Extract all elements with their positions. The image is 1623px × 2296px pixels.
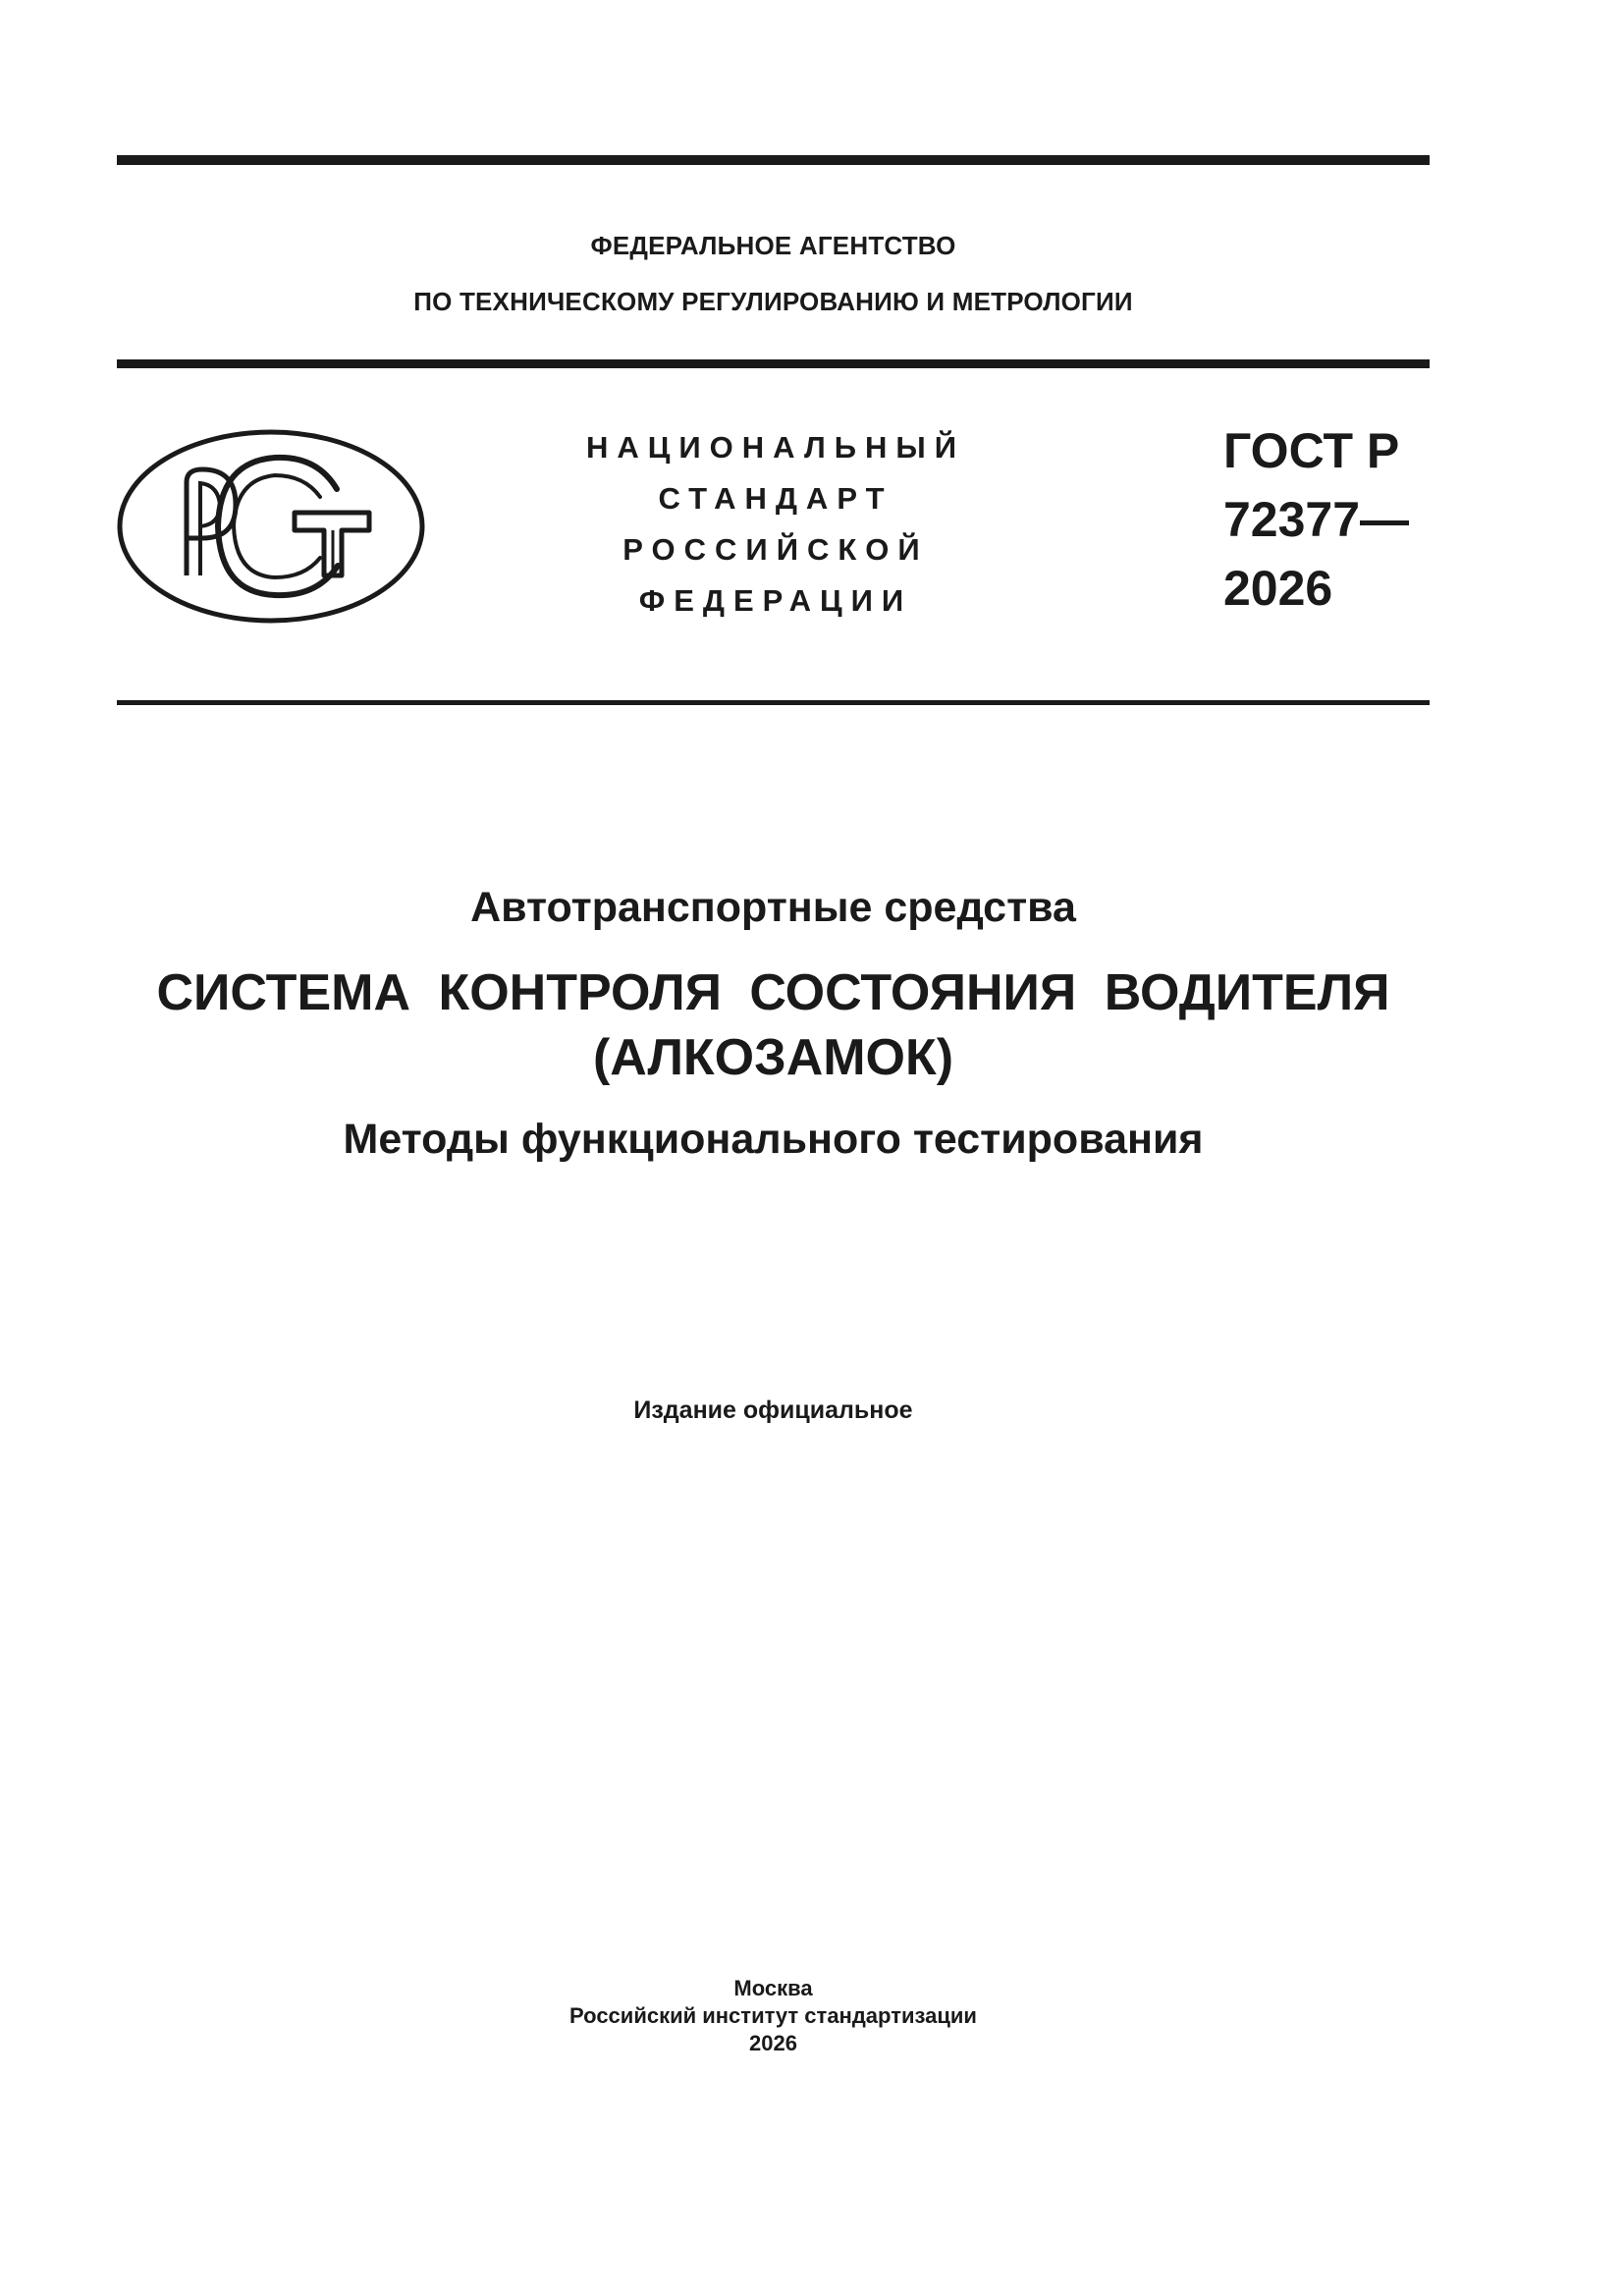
standard-designation [1223,416,1409,623]
standard-type-line-3: РОССИЙСКОЙ [622,532,929,567]
document-title-line-2: (АЛКОЗАМОК) [592,1029,954,1086]
designation-line-1: ГОСТ Р [1223,423,1400,478]
standard-type-line-2: СТАНДАРТ [658,481,893,516]
imprint-city: Москва [733,1976,813,2000]
edition-label: Издание официальное [633,1396,913,1424]
imprint-year: 2026 [749,2031,797,2055]
imprint [117,1975,1430,2057]
standard-type [550,422,1001,627]
document-title-line-1: СИСТЕМА КОНТРОЛЯ СОСТОЯНИЯ ВОДИТЕЛЯ [156,964,1390,1021]
title-block [117,876,1430,1171]
agency-line-1: ФЕДЕРАЛЬНОЕ АГЕНТСТВО [590,231,956,260]
agency-line-2: ПО ТЕХНИЧЕСКОМУ РЕГУЛИРОВАНИЮ И МЕТРОЛОГИИ [413,287,1133,316]
agency-header [117,218,1430,330]
document-title [117,960,1430,1090]
designation-line-3: 2026 [1223,561,1333,616]
standard-type-line-4: ФЕДЕРАЦИИ [638,583,913,618]
document-methods: Методы функционального тестирования [343,1116,1204,1163]
imprint-publisher: Российский институт стандартизации [569,2003,977,2028]
document-subtitle: Автотранспортные средства [470,884,1076,931]
standard-type-line-1: НАЦИОНАЛЬНЫЙ [585,430,966,465]
top-rule [117,155,1430,165]
bottom-rule [117,700,1430,705]
middle-rule [117,359,1430,368]
rst-certification-mark-icon [116,428,426,625]
designation-line-2: 72377— [1223,492,1410,547]
